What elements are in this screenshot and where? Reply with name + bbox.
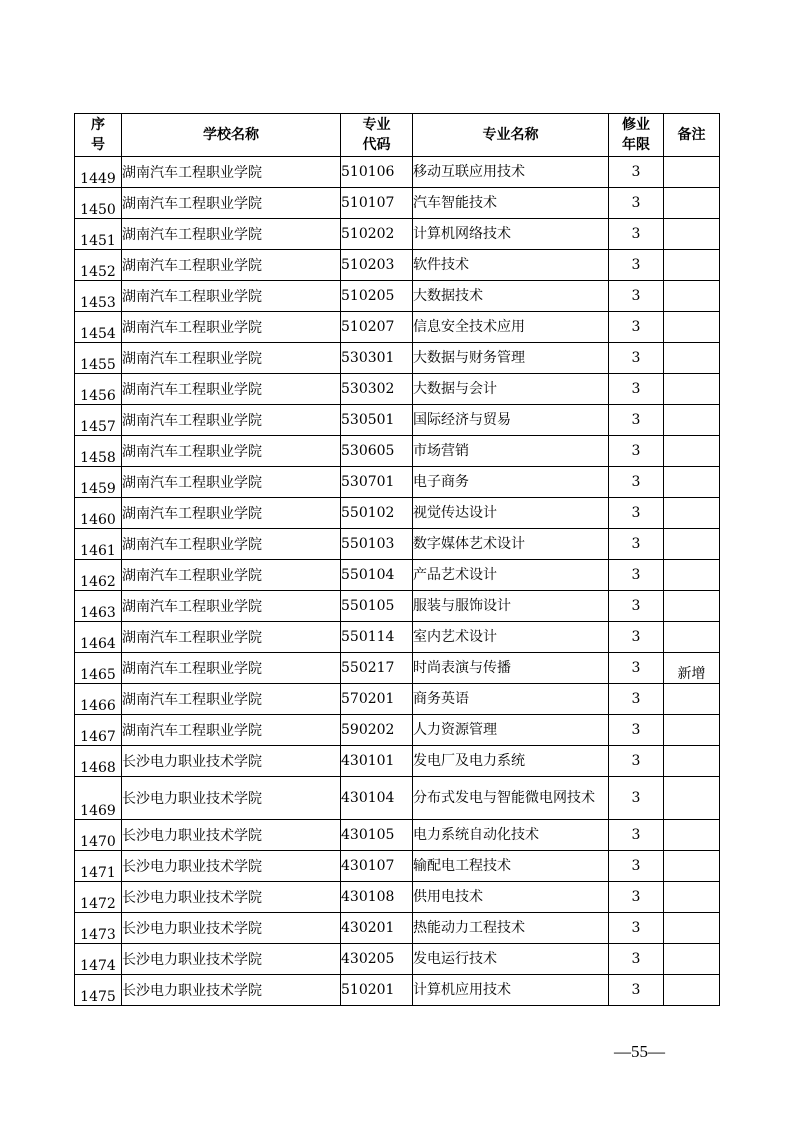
- header-note: 备注: [664, 114, 720, 157]
- row-code: 510205: [341, 281, 413, 312]
- row-note: [664, 436, 720, 467]
- row-note: [664, 560, 720, 591]
- row-major: 分布式发电与智能微电网技术: [413, 777, 609, 820]
- row-seq: 1466: [75, 684, 122, 715]
- row-seq: 1469: [75, 777, 122, 820]
- row-years: 3: [609, 157, 664, 188]
- row-school: 湖南汽车工程职业学院: [122, 653, 341, 684]
- header-seq: 序号: [75, 114, 122, 157]
- row-years: 3: [609, 188, 664, 219]
- row-code: 510201: [341, 975, 413, 1006]
- row-school: 长沙电力职业技术学院: [122, 882, 341, 913]
- row-years: 3: [609, 653, 664, 684]
- row-seq: 1460: [75, 498, 122, 529]
- row-major: 大数据技术: [413, 281, 609, 312]
- row-note: [664, 777, 720, 820]
- row-major: 电子商务: [413, 467, 609, 498]
- table-row: [75, 820, 720, 851]
- row-seq: 1472: [75, 882, 122, 913]
- row-note: [664, 374, 720, 405]
- row-code: 430201: [341, 913, 413, 944]
- row-code: 530501: [341, 405, 413, 436]
- row-note: [664, 684, 720, 715]
- row-note: [664, 157, 720, 188]
- row-note: [664, 851, 720, 882]
- row-code: 430104: [341, 777, 413, 820]
- row-note: [664, 975, 720, 1006]
- table-row: [75, 436, 720, 467]
- table-row: [75, 591, 720, 622]
- row-seq: 1455: [75, 343, 122, 374]
- row-note: [664, 188, 720, 219]
- table-row: [75, 374, 720, 405]
- table-row: [75, 560, 720, 591]
- row-years: 3: [609, 436, 664, 467]
- row-years: 3: [609, 944, 664, 975]
- row-school: 湖南汽车工程职业学院: [122, 436, 341, 467]
- table-row: [75, 715, 720, 746]
- row-note: [664, 882, 720, 913]
- row-seq: 1467: [75, 715, 122, 746]
- row-code: 430108: [341, 882, 413, 913]
- row-school: 湖南汽车工程职业学院: [122, 467, 341, 498]
- row-note: [664, 715, 720, 746]
- row-school: 湖南汽车工程职业学院: [122, 188, 341, 219]
- row-seq: 1458: [75, 436, 122, 467]
- row-school: 湖南汽车工程职业学院: [122, 250, 341, 281]
- row-code: 510207: [341, 312, 413, 343]
- row-school: 湖南汽车工程职业学院: [122, 312, 341, 343]
- row-school: 湖南汽车工程职业学院: [122, 591, 341, 622]
- row-seq: 1457: [75, 405, 122, 436]
- row-major: 软件技术: [413, 250, 609, 281]
- row-seq: 1463: [75, 591, 122, 622]
- row-note: [664, 343, 720, 374]
- row-school: 湖南汽车工程职业学院: [122, 498, 341, 529]
- row-seq: 1452: [75, 250, 122, 281]
- row-years: 3: [609, 343, 664, 374]
- row-major: 热能动力工程技术: [413, 913, 609, 944]
- row-code: 550114: [341, 622, 413, 653]
- table-row: [75, 529, 720, 560]
- table-row: [75, 219, 720, 250]
- row-years: 3: [609, 281, 664, 312]
- row-major: 人力资源管理: [413, 715, 609, 746]
- row-note: [664, 250, 720, 281]
- header-code: 专业代码: [341, 114, 413, 157]
- header-major: 专业名称: [413, 114, 609, 157]
- row-seq: 1462: [75, 560, 122, 591]
- row-major: 大数据与会计: [413, 374, 609, 405]
- row-code: 570201: [341, 684, 413, 715]
- row-seq: 1473: [75, 913, 122, 944]
- row-school: 湖南汽车工程职业学院: [122, 219, 341, 250]
- row-code: 530301: [341, 343, 413, 374]
- row-major: 时尚表演与传播: [413, 653, 609, 684]
- row-major: 大数据与财务管理: [413, 343, 609, 374]
- table-row: [75, 188, 720, 219]
- row-seq: 1470: [75, 820, 122, 851]
- row-major: 服装与服饰设计: [413, 591, 609, 622]
- row-code: 530701: [341, 467, 413, 498]
- row-code: 550102: [341, 498, 413, 529]
- row-major: 供用电技术: [413, 882, 609, 913]
- row-major: 移动互联应用技术: [413, 157, 609, 188]
- table-row: [75, 622, 720, 653]
- table-row: [75, 882, 720, 913]
- row-school: 湖南汽车工程职业学院: [122, 405, 341, 436]
- row-major: 电力系统自动化技术: [413, 820, 609, 851]
- row-years: 3: [609, 851, 664, 882]
- table-row: [75, 851, 720, 882]
- row-seq: 1454: [75, 312, 122, 343]
- header-years: 修业年限: [609, 114, 664, 157]
- row-code: 430205: [341, 944, 413, 975]
- row-years: 3: [609, 746, 664, 777]
- row-school: 长沙电力职业技术学院: [122, 851, 341, 882]
- table-row: [75, 653, 720, 684]
- table-row: [75, 913, 720, 944]
- row-major: 计算机网络技术: [413, 219, 609, 250]
- row-school: 长沙电力职业技术学院: [122, 746, 341, 777]
- row-years: 3: [609, 715, 664, 746]
- row-years: 3: [609, 622, 664, 653]
- row-major: 发电运行技术: [413, 944, 609, 975]
- row-note: [664, 820, 720, 851]
- row-note: [664, 746, 720, 777]
- table-row: [75, 944, 720, 975]
- row-years: 3: [609, 467, 664, 498]
- row-seq: 1449: [75, 157, 122, 188]
- row-seq: 1459: [75, 467, 122, 498]
- row-school: 湖南汽车工程职业学院: [122, 684, 341, 715]
- row-code: 510106: [341, 157, 413, 188]
- row-major: 商务英语: [413, 684, 609, 715]
- table-row: [75, 975, 720, 1006]
- row-note: [664, 913, 720, 944]
- row-major: 产品艺术设计: [413, 560, 609, 591]
- row-school: 长沙电力职业技术学院: [122, 777, 341, 820]
- row-seq: 1451: [75, 219, 122, 250]
- row-school: 湖南汽车工程职业学院: [122, 157, 341, 188]
- row-major: 计算机应用技术: [413, 975, 609, 1006]
- row-school: 长沙电力职业技术学院: [122, 975, 341, 1006]
- row-seq: 1456: [75, 374, 122, 405]
- row-school: 湖南汽车工程职业学院: [122, 281, 341, 312]
- table-row: [75, 746, 720, 777]
- row-school: 湖南汽车工程职业学院: [122, 715, 341, 746]
- row-seq: 1474: [75, 944, 122, 975]
- row-school: 湖南汽车工程职业学院: [122, 374, 341, 405]
- row-note: [664, 219, 720, 250]
- row-seq: 1450: [75, 188, 122, 219]
- row-major: 室内艺术设计: [413, 622, 609, 653]
- table-row: [75, 405, 720, 436]
- row-note: [664, 944, 720, 975]
- row-code: 550105: [341, 591, 413, 622]
- row-seq: 1461: [75, 529, 122, 560]
- table-row: [75, 343, 720, 374]
- table-row: [75, 250, 720, 281]
- row-seq: 1464: [75, 622, 122, 653]
- table-row: [75, 684, 720, 715]
- row-major: 视觉传达设计: [413, 498, 609, 529]
- row-seq: 1468: [75, 746, 122, 777]
- table-row: [75, 777, 720, 820]
- row-years: 3: [609, 684, 664, 715]
- row-major: 市场营销: [413, 436, 609, 467]
- row-years: 3: [609, 374, 664, 405]
- row-school: 湖南汽车工程职业学院: [122, 343, 341, 374]
- row-school: 湖南汽车工程职业学院: [122, 560, 341, 591]
- row-years: 3: [609, 529, 664, 560]
- row-code: 550217: [341, 653, 413, 684]
- row-code: 530302: [341, 374, 413, 405]
- row-code: 430105: [341, 820, 413, 851]
- table-row: [75, 281, 720, 312]
- row-code: 550103: [341, 529, 413, 560]
- row-major: 发电厂及电力系统: [413, 746, 609, 777]
- row-note: [664, 405, 720, 436]
- row-code: 510202: [341, 219, 413, 250]
- row-major: 国际经济与贸易: [413, 405, 609, 436]
- row-years: 3: [609, 250, 664, 281]
- row-code: 430107: [341, 851, 413, 882]
- row-note: [664, 591, 720, 622]
- table-row: [75, 467, 720, 498]
- table-row: [75, 312, 720, 343]
- row-years: 3: [609, 219, 664, 250]
- row-years: 3: [609, 882, 664, 913]
- row-code: 510107: [341, 188, 413, 219]
- row-code: 430101: [341, 746, 413, 777]
- row-years: 3: [609, 777, 664, 820]
- row-seq: 1471: [75, 851, 122, 882]
- row-years: 3: [609, 405, 664, 436]
- row-note: 新增: [664, 653, 720, 684]
- row-note: [664, 467, 720, 498]
- header-school: 学校名称: [122, 114, 341, 157]
- row-years: 3: [609, 975, 664, 1006]
- table-row: [75, 157, 720, 188]
- row-school: 湖南汽车工程职业学院: [122, 622, 341, 653]
- row-code: 550104: [341, 560, 413, 591]
- row-school: 长沙电力职业技术学院: [122, 913, 341, 944]
- row-seq: 1453: [75, 281, 122, 312]
- row-seq: 1465: [75, 653, 122, 684]
- majors-table: [74, 113, 720, 1006]
- row-years: 3: [609, 560, 664, 591]
- row-years: 3: [609, 820, 664, 851]
- row-school: 湖南汽车工程职业学院: [122, 529, 341, 560]
- row-code: 530605: [341, 436, 413, 467]
- row-code: 510203: [341, 250, 413, 281]
- table-row: [75, 498, 720, 529]
- row-major: 信息安全技术应用: [413, 312, 609, 343]
- row-years: 3: [609, 591, 664, 622]
- row-major: 汽车智能技术: [413, 188, 609, 219]
- row-school: 长沙电力职业技术学院: [122, 820, 341, 851]
- row-note: [664, 498, 720, 529]
- row-years: 3: [609, 312, 664, 343]
- row-years: 3: [609, 498, 664, 529]
- row-note: [664, 529, 720, 560]
- row-years: 3: [609, 913, 664, 944]
- row-seq: 1475: [75, 975, 122, 1006]
- row-school: 长沙电力职业技术学院: [122, 944, 341, 975]
- row-code: 590202: [341, 715, 413, 746]
- row-note: [664, 281, 720, 312]
- row-note: [664, 312, 720, 343]
- page-number: —55—: [614, 1042, 665, 1061]
- header-row: [75, 114, 720, 157]
- row-note: [664, 622, 720, 653]
- row-major: 数字媒体艺术设计: [413, 529, 609, 560]
- row-major: 输配电工程技术: [413, 851, 609, 882]
